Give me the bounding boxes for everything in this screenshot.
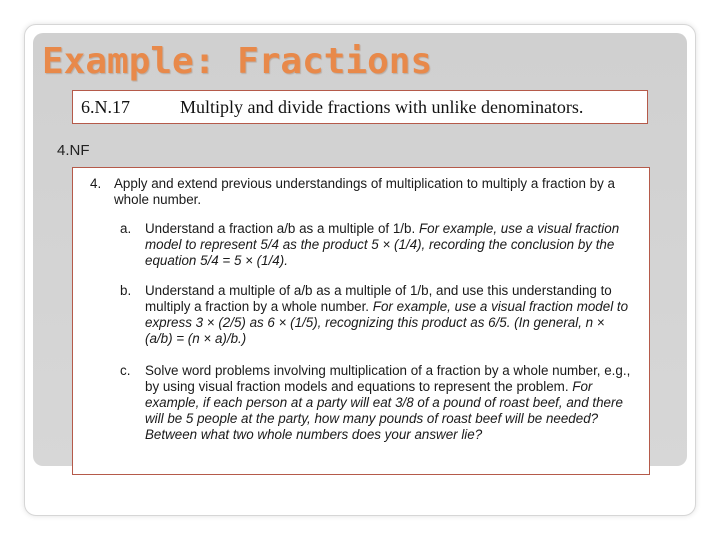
slide-title: Example: Fractions xyxy=(42,41,433,82)
nf-label: 4.NF xyxy=(57,142,90,159)
subitem-body xyxy=(145,283,635,347)
nf-standard-box xyxy=(72,167,650,475)
item-text: Apply and extend previous understandings of multiplication to multiply a fraction by a whole number. xyxy=(114,176,615,207)
subitem-letter: c. xyxy=(120,363,131,378)
standard-box xyxy=(72,90,648,124)
subitem-body xyxy=(145,363,635,443)
subitem-text: Understand a fraction a/b as a multiple of 1/b. xyxy=(145,221,416,236)
subitem-body xyxy=(145,221,635,269)
subitem-example: For example, use a visual fraction model to represent 5/4 as the product 5 × (1/4), recording the conclusion by the equation 5/4 = 5 × (1/4). xyxy=(145,221,620,268)
subitem-example: For example, use a visual fraction model to express 3 × (2/5) as 6 × (1/5), recognizing this product as 6/5. (In general, n × (a/b) = (n × a)/b.) xyxy=(145,299,629,346)
standard-text: Multiply and divide fractions with unlike denominators. xyxy=(180,97,584,117)
subitem-text: Solve word problems involving multiplication of a fraction by a whole number, e.g., by using visual fraction models and equations to represent the problem. xyxy=(145,363,631,394)
item-number: 4. xyxy=(90,176,102,191)
subitem-example: For example, if each person at a party will eat 3/8 of a pound of roast beef, and there will be 5 people at the party, how many pounds of roast beef will be needed? Between what two whole numbers does your answer lie? xyxy=(145,379,623,442)
subitem-letter: a. xyxy=(120,221,132,236)
subitem-text: Understand a multiple of a/b as a multiple of 1/b, and use this understanding to multiply a fraction by a whole number. xyxy=(145,283,612,314)
standard-code: 6.N.17 xyxy=(81,97,130,117)
subitem-letter: b. xyxy=(120,283,132,298)
